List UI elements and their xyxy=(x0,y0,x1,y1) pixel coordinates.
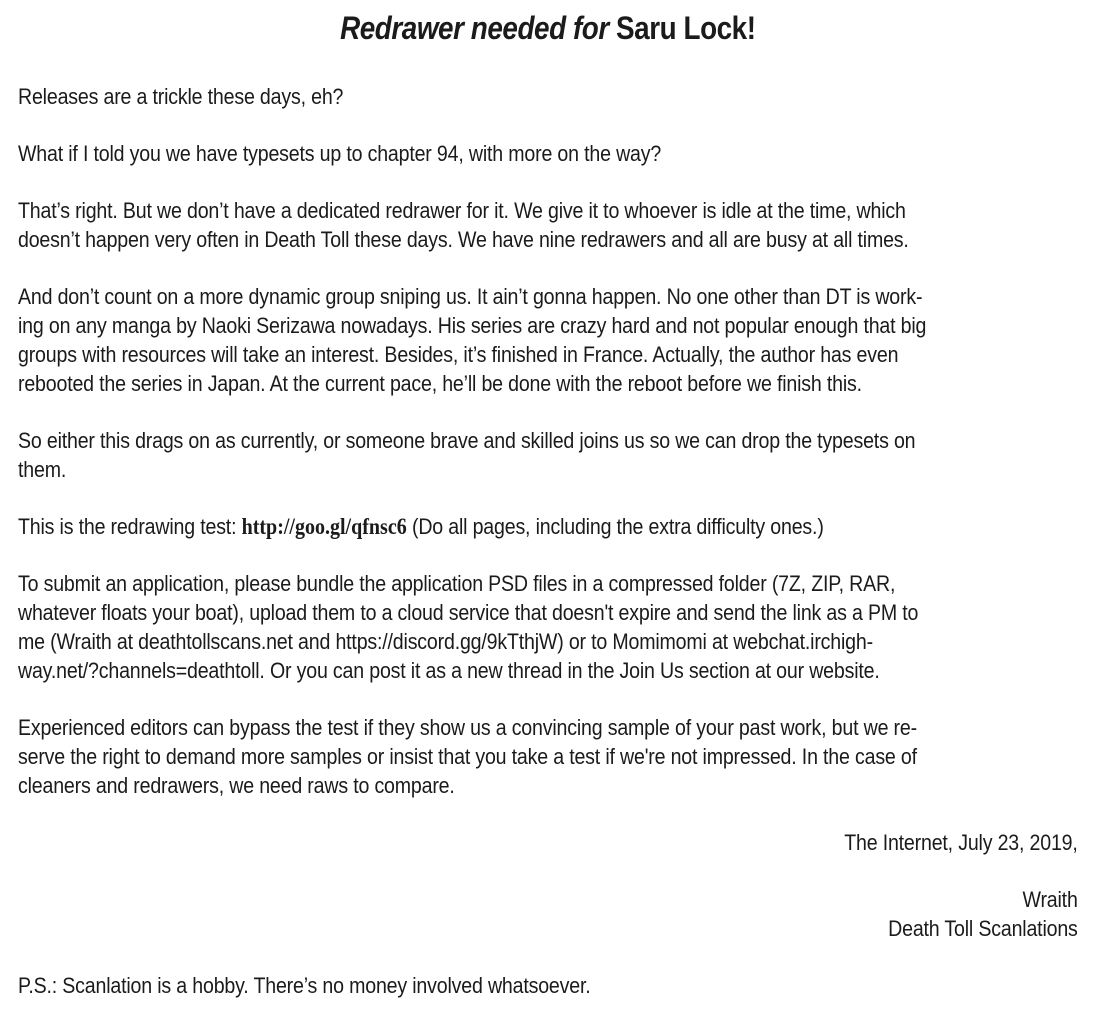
text-segment: Death Toll Scanlations xyxy=(888,916,1078,941)
text-segment: What if I told you we have typesets up to chapter 94, with more on the way? xyxy=(18,141,662,166)
text-line xyxy=(18,914,1078,943)
text-line xyxy=(18,455,1078,484)
text-segment: cleaners and redrawers, we need raws to compare. xyxy=(18,773,455,798)
text-line xyxy=(18,771,1078,800)
text-line xyxy=(18,282,1078,311)
paragraph-join-us xyxy=(18,426,1078,484)
page-title xyxy=(18,8,1078,48)
text-segment: rebooted the series in Japan. At the current pace, he’ll be done with the reboot before we finish this. xyxy=(18,371,862,396)
text-line xyxy=(18,885,1078,914)
title-series-name: Saru Lock! xyxy=(616,10,756,46)
letter-body xyxy=(18,82,1078,1000)
paragraph-releases xyxy=(18,82,1078,111)
text-line xyxy=(18,971,1078,1000)
text-line xyxy=(18,426,1078,455)
text-segment: serve the right to demand more samples or insist that you take a test if we're not impressed. In the case of xyxy=(18,744,917,769)
text-line xyxy=(18,598,1078,627)
text-segment: The Internet, July 23, 2019, xyxy=(844,830,1078,855)
paragraph-typesets xyxy=(18,139,1078,168)
text-segment: (Do all pages, including the extra difficulty ones.) xyxy=(406,514,824,539)
text-segment: P.S.: Scanlation is a hobby. There’s no money involved whatsoever. xyxy=(18,973,591,998)
text-segment: me (Wraith at deathtollscans.net and https://discord.gg/9kTthjW) or to Momimomi at webchat.irchigh- xyxy=(18,629,873,654)
text-line xyxy=(18,139,1078,168)
redrawing-test-url: http://goo.gl/qfnsc6 xyxy=(241,514,407,539)
paragraph-no-redrawer xyxy=(18,196,1078,254)
notice-content xyxy=(18,8,1078,1000)
text-line xyxy=(18,627,1078,656)
text-segment: Wraith xyxy=(1022,887,1078,912)
text-line xyxy=(18,713,1078,742)
paragraph-dateline xyxy=(18,828,1078,857)
text-line xyxy=(18,828,1078,857)
text-line xyxy=(18,311,1078,340)
text-segment: To submit an application, please bundle the application PSD files in a compressed folder (7Z, ZIP, RAR, xyxy=(18,571,896,596)
paragraph-experienced-editors xyxy=(18,713,1078,800)
text-segment: doesn’t happen very often in Death Toll these days. We have nine redrawers and all are busy at all times. xyxy=(18,227,909,252)
text-line xyxy=(18,512,1078,541)
text-segment: ing on any manga by Naoki Serizawa nowadays. His series are crazy hard and not popular enough that big xyxy=(18,313,927,338)
text-segment: That’s right. But we don’t have a dedicated redrawer for it. We give it to whoever is idle at the time, which xyxy=(18,198,906,223)
text-line xyxy=(18,225,1078,254)
text-line xyxy=(18,340,1078,369)
text-line xyxy=(18,742,1078,771)
text-line xyxy=(18,369,1078,398)
paragraph-postscript xyxy=(18,971,1078,1000)
text-line xyxy=(18,82,1078,111)
title-italic-part: Redrawer needed for xyxy=(340,10,617,46)
text-segment: So either this drags on as currently, or someone brave and skilled joins us so we can drop the typesets on xyxy=(18,428,916,453)
paragraph-redrawing-test xyxy=(18,512,1078,541)
text-segment: whatever floats your boat), upload them to a cloud service that doesn't expire and send the link as a PM to xyxy=(18,600,919,625)
text-segment: And don’t count on a more dynamic group sniping us. It ain’t gonna happen. No one other than DT is work- xyxy=(18,284,923,309)
paragraph-application xyxy=(18,569,1078,685)
paragraph-signature xyxy=(18,885,1078,943)
text-segment: groups with resources will take an interest. Besides, it’s finished in France. Actually, the author has even xyxy=(18,342,899,367)
text-segment: Experienced editors can bypass the test if they show us a convincing sample of your past work, but we re- xyxy=(18,715,917,740)
text-line xyxy=(18,569,1078,598)
text-line xyxy=(18,656,1078,685)
text-segment: This is the redrawing test: xyxy=(18,514,242,539)
text-line xyxy=(18,196,1078,225)
text-segment: them. xyxy=(18,457,67,482)
text-segment: way.net/?channels=deathtoll. Or you can post it as a new thread in the Join Us section at our website. xyxy=(18,658,880,683)
text-segment: Releases are a trickle these days, eh? xyxy=(18,84,344,109)
paragraph-no-sniping xyxy=(18,282,1078,398)
